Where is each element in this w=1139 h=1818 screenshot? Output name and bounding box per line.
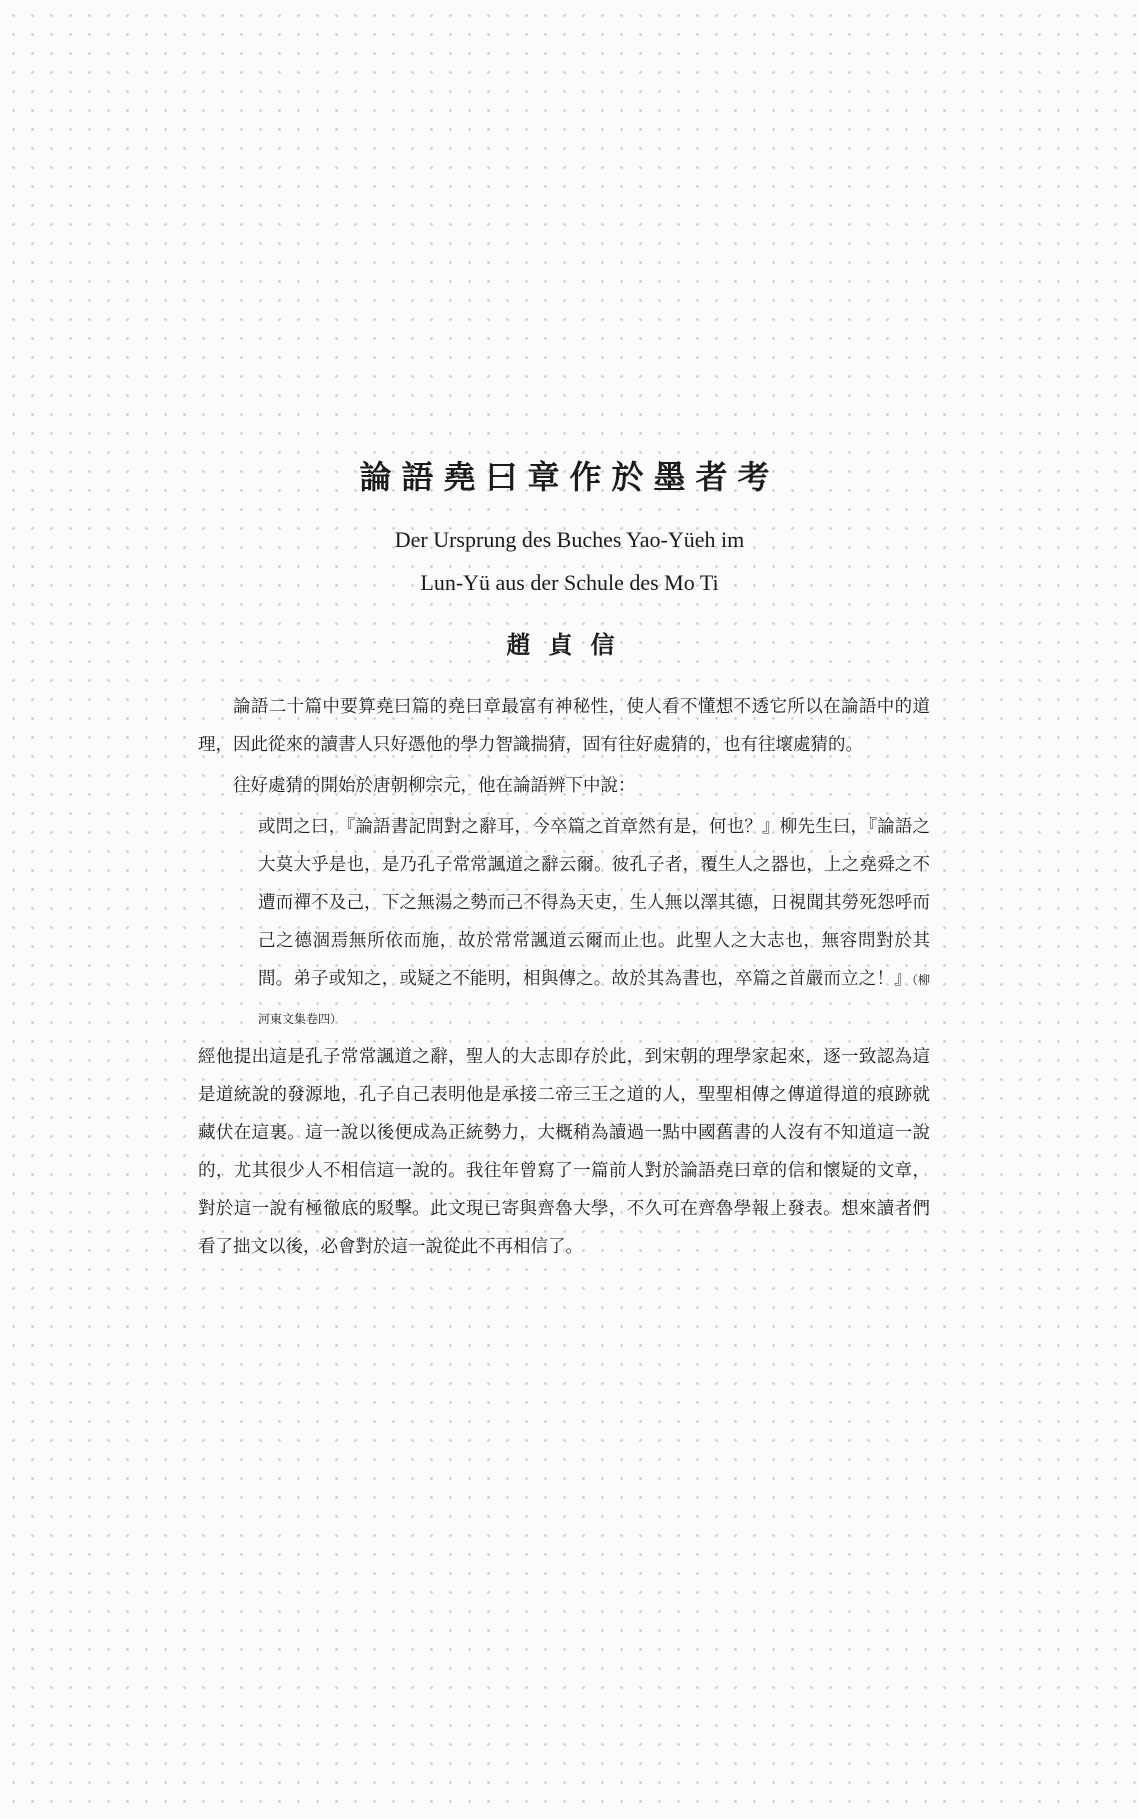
block-quote	[258, 808, 930, 1038]
author-name: 趙貞信	[506, 630, 633, 659]
paragraph-intro: 論語二十篇中要算堯曰篇的堯曰章最富有神秘性，使人看不懂想不透它所以在論語中的道理，因此從來的讀書人只好憑他的學力智識揣猜，固有往好處猜的，也有往壞處猜的。	[198, 697, 930, 755]
german-subtitle-line-1: Der Ursprung des Buches Yao-Yüeh im	[394, 527, 745, 552]
german-subtitle-line-2: Lun-Yü aus der Schule des Mo Ti	[420, 570, 719, 595]
paper-title: 論語堯曰章作於墨者考	[359, 458, 780, 496]
quote-source: （柳河東文集卷四）	[258, 973, 930, 1026]
paragraph-liu-zongyuan: 往好處猜的開始於唐朝柳宗元，他在論語辨下中說：	[233, 776, 636, 796]
paragraph-orthodox-view: 經他提出這是孔子常常諷道之辭，聖人的大志即存於此，到宋朝的理學家起來，逐一致認為這是道統說的發源地，孔子自己表明他是承接二帝三王之道的人，聖聖相傳之傳道得道的痕跡就藏伏在這裏。這一說以後便成為正統勢力，大概稍為讀過一點中國舊書的人沒有不知道這一說的，尤其很少人不相信這一說的。我往年曾寫了一篇前人對於論語堯曰章的信和懷疑的文章，對於這一說有極徹底的駁擊。此文現已寄與齊魯大學，不久可在齊魯學報上發表。想來讀者們看了拙文以後，必會對於這一說從此不再相信了。	[198, 1047, 930, 1257]
article-body	[198, 688, 930, 1269]
quote-text: 或問之曰，『論語書記問對之辭耳，今卒篇之首章然有是，何也？』柳先生曰，『論語之大莫大乎是也，是乃孔子常常諷道之辭云爾。彼孔子者，覆生人之器也，上之堯舜之不遭而禪不及己，下之無湯之勢而己不得為天吏，生人無以澤其德，日視聞其勞死怨呼而己之德涸焉無所依而施，故於常常諷道云爾而止也。此聖人之大志也，無容問對於其間。弟子或知之，或疑之不能明，相與傳之。故於其為書也，卒篇之首嚴而立之！』	[258, 817, 930, 989]
